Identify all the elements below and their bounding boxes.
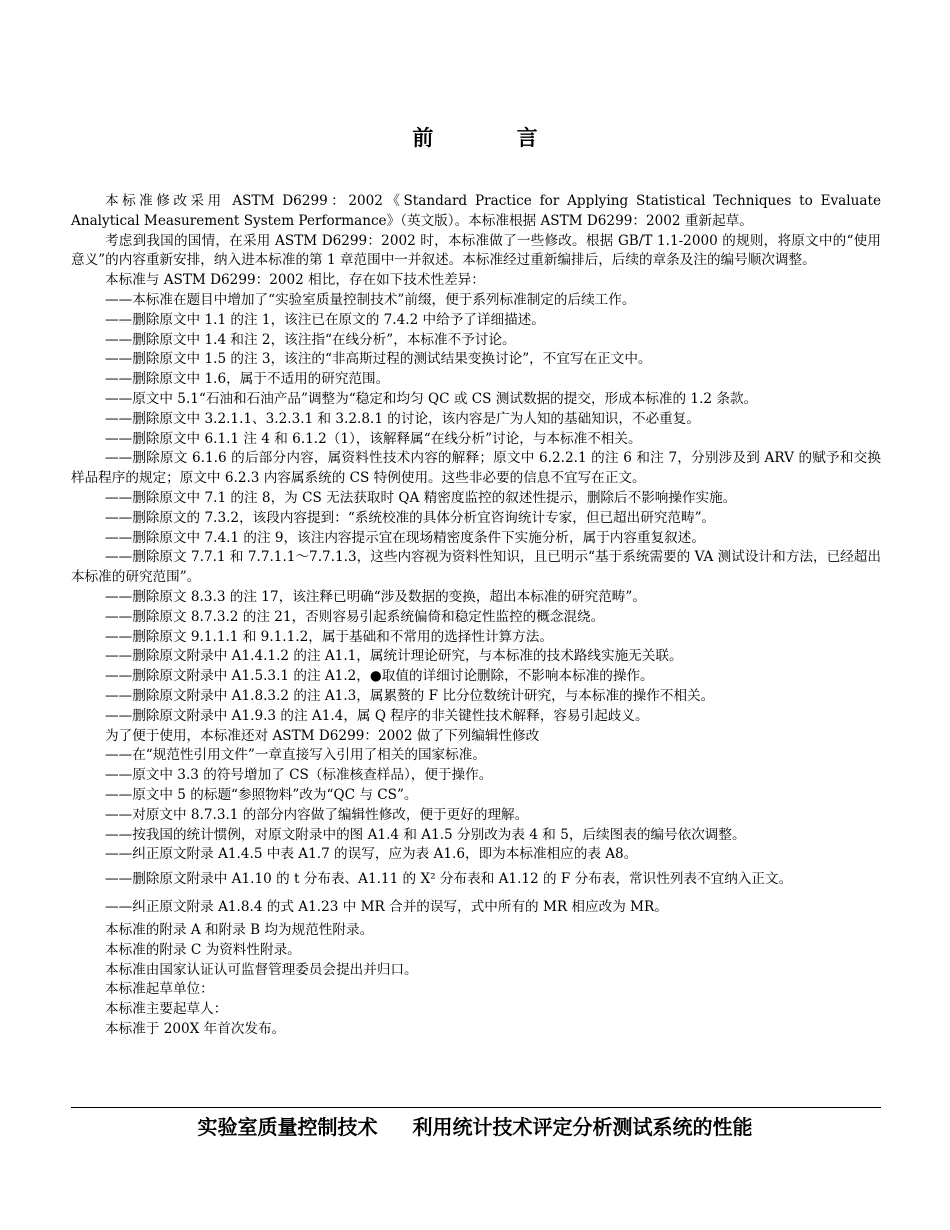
list-item: ——删除原文附录中 A1.5.3.1 的注 A1.2，●取值的详细讨论删除，不影响本标准的操作。 — [105, 668, 654, 685]
list-item: ——删除原文 9.1.1.1 和 9.1.1.2，属于基础和不常用的选择性计算方法。 — [105, 628, 553, 645]
list-item: ——删除原文附录中 A1.4.1.2 的注 A1.1，属统计理论研究，与本标准的技术路线实施无关联。 — [105, 648, 683, 665]
foreword-body — [71, 192, 881, 1040]
list-item: ——删除原文 6.1.6 的后部分内容，属资料性技术内容的解释；原文中 6.2.2.1 的注 6 和注 7，分别涉及到 ARV 的赋予和交换样品程序的规定；原文中 6.2.3 内容属系统的 CS 特例使用。这些非必要的信息不宜写在正文。 — [71, 450, 881, 487]
page-title: 前 言 — [412, 125, 576, 150]
paragraph: 本标准由国家认证认可监督管理委员会提出并归口。 — [105, 961, 418, 978]
paragraph: 本标准主要起草人： — [105, 1001, 228, 1018]
list-item: ——纠正原文附录 A1.4.5 中表 A1.7 的误写，应为表 A1.6，即为本标准相应的表 A8。 — [105, 846, 638, 863]
list-item: ——删除原文附录中 A1.9.3 的注 A1.4，属 Q 程序的非关键性技术解释，容易引起歧义。 — [105, 707, 649, 724]
list-item: ——删除原文中 1.5 的注 3，该注的“非高斯过程的测试结果变换讨论”，不宜写在正文中。 — [105, 351, 652, 368]
list-item: ——删除原文中 7.4.1 的注 9，该注内容提示宜在现场精密度条件下实施分析，属于内容重复叙述。 — [105, 529, 705, 546]
list-item: ——原文中 5.1“石油和石油产品”调整为“稳定和均匀 QC 或 CS 测试数据的提交，形成本标准的 1.2 条款。 — [105, 390, 758, 407]
paragraph: 本标准起草单位： — [105, 981, 214, 998]
list-item: ——对原文中 8.7.3.1 的部分内容做了编辑性修改，便于更好的理解。 — [105, 806, 529, 823]
list-item: ——删除原文 7.7.1 和 7.7.1.1～7.7.1.3，这些内容视为资料性知识，且已明示“基于系统需要的 VA 测试设计和方法，已经超出本标准的研究范围”。 — [71, 549, 881, 586]
list-item: ——本标准在题目中增加了“实验室质量控制技术”前缀，便于系列标准制定的后续工作。 — [105, 291, 636, 308]
paragraph: 本标准的附录 C 为资料性附录。 — [105, 941, 301, 958]
list-item: ——删除原文附录中 A1.10 的 t 分布表、A1.11 的 X² 分布表和 A1.12 的 F 分布表，常识性列表不宜纳入正文。 — [105, 871, 793, 888]
list-item: ——按我国的统计惯例，对原文附录中的图 A1.4 和 A1.5 分别改为表 4 和 5，后续图表的编号依次调整。 — [105, 826, 746, 843]
list-item: ——删除原文中 1.6，属于不适用的研究范围。 — [105, 371, 390, 388]
paragraph: 本标准与 ASTM D6299：2002 相比，存在如下技术性差异： — [105, 272, 485, 289]
list-item: ——删除原文中 7.1 的注 8，为 CS 无法获取时 QA 精密度监控的叙述性提示，删除后不影响操作实施。 — [105, 489, 737, 506]
list-item: ——删除原文 8.3.3 的注 17，该注释已明确“涉及数据的变换，超出本标准的研究范畴”。 — [105, 588, 646, 605]
list-item: ——原文中 3.3 的符号增加了 CS（标准核查样品），便于操作。 — [105, 767, 493, 784]
list-item: ——在“规范性引用文件”一章直接写入引用了相关的国家标准。 — [105, 747, 486, 764]
divider — [71, 1107, 881, 1108]
paragraph: 本标准于 200X 年首次发布。 — [105, 1021, 286, 1038]
list-item: ——删除原文 8.7.3.2 的注 21，否则容易引起系统偏倚和稳定性监控的概念混绕。 — [105, 608, 605, 625]
list-item: ——删除原文附录中 A1.8.3.2 的注 A1.3，属累赘的 F 比分位数统计研究，与本标准的操作不相关。 — [105, 687, 715, 704]
paragraph: 本标准的附录 A 和附录 B 均为规范性附录。 — [105, 922, 374, 939]
paragraph: 考虑到我国的国情，在采用 ASTM D6299：2002 时，本标准做了一些修改。根据 GB/T 1.1-2000 的规则，将原文中的“使用意义”的内容重新安排，纳入进本标准的第 1 章范围中一并叙述。本标准经过重新编排后，后续的章条及注的编号顺次调整。 — [71, 232, 881, 269]
list-item: ——删除原文中 1.1 的注 1，该注已在原文的 7.4.2 中给予了详细描述。 — [105, 311, 545, 328]
paragraph: 为了便于使用，本标准还对 ASTM D6299：2002 做了下列编辑性修改 — [105, 727, 540, 744]
standard-title: 实验室质量控制技术 利用统计技术评定分析测试系统的性能 — [197, 1115, 753, 1139]
list-item: ——删除原文的 7.3.2，该段内容提到：“系统校准的具体分析宜咨询统计专家，但已超出研究范畴”。 — [105, 509, 716, 526]
list-item: ——删除原文中 1.4 和注 2，该注指“在线分析”，本标准不予讨论。 — [105, 331, 516, 348]
list-item: ——纠正原文附录 A1.8.4 的式 A1.23 中 MR 合并的误写，式中所有的 MR 相应改为 MR。 — [105, 899, 668, 916]
paragraph: 本标准修改采用 ASTM D6299：2002《Standard Practice for Applying Statistical Techniques to Evaluate Analytical Measurement System Performance》（英文版）。本标准根据 ASTM D6299：2002 重新起草。 — [71, 193, 881, 229]
list-item: ——删除原文中 3.2.1.1、3.2.3.1 和 3.2.8.1 的讨论，该内容是广为人知的基础知识，不必重复。 — [105, 410, 700, 427]
list-item: ——原文中 5 的标题“参照物料”改为“QC 与 CS”。 — [105, 786, 418, 803]
list-item: ——删除原文中 6.1.1 注 4 和 6.1.2（1），该解释属“在线分析”讨论，与本标准不相关。 — [105, 430, 642, 447]
